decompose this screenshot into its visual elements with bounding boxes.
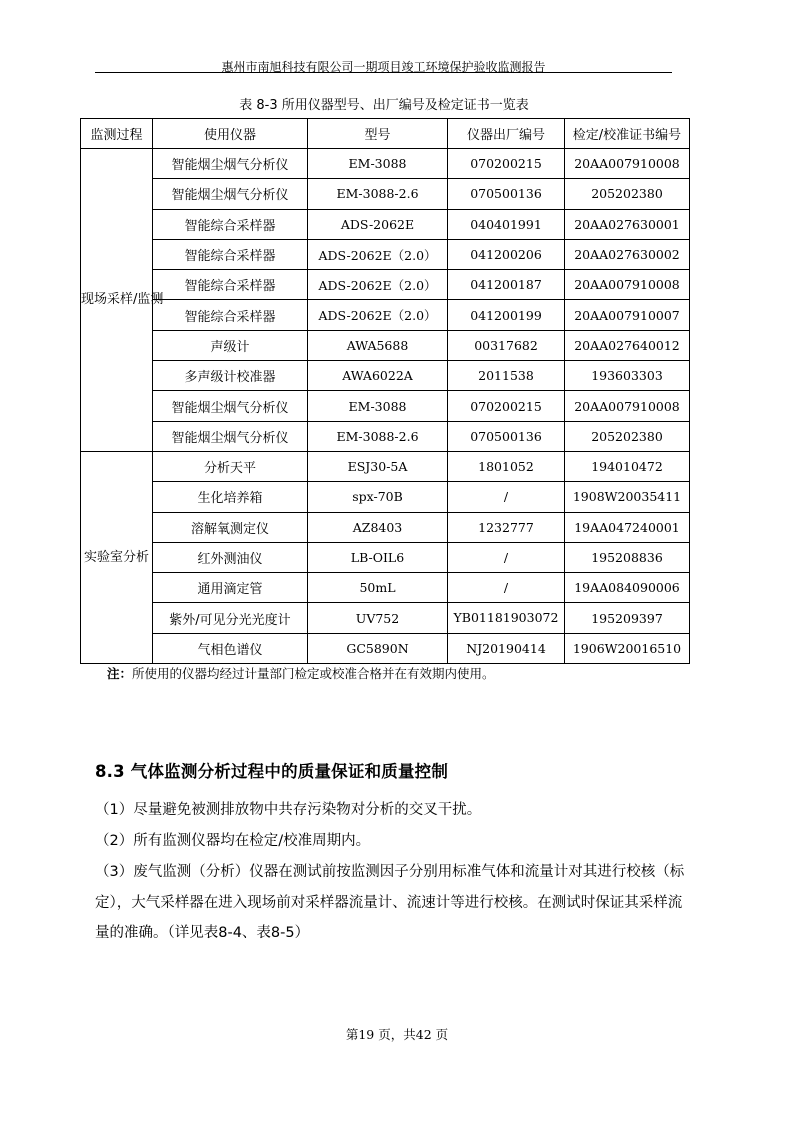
certificate-cell: 20AA007910008 [565, 391, 690, 421]
model-cell: AWA6022A [308, 361, 448, 391]
certificate-cell: 19AA047240001 [565, 512, 690, 542]
instrument-cell: 智能综合采样器 [153, 239, 308, 269]
instrument-cell: 智能综合采样器 [153, 300, 308, 330]
note-text: 所使用的仪器均经过计量部门检定或校准合格并在有效期内使用。 [132, 666, 495, 681]
certificate-cell: 195209397 [565, 603, 690, 633]
instrument-cell: 智能烟尘烟气分析仪 [153, 179, 308, 209]
instrument-cell: 紫外/可见分光光度计 [153, 603, 308, 633]
serial-cell: NJ20190414 [448, 633, 565, 663]
table-row [81, 270, 690, 300]
certificate-cell: 20AA007910008 [565, 149, 690, 179]
serial-cell: 1801052 [448, 451, 565, 481]
certificate-cell: 1906W20016510 [565, 633, 690, 663]
serial-cell: / [448, 482, 565, 512]
table-row [81, 300, 690, 330]
instrument-cell: 多声级计校准器 [153, 361, 308, 391]
instrument-table [80, 118, 690, 664]
model-cell: ADS-2062E（2.0） [308, 270, 448, 300]
instrument-cell: 智能烟尘烟气分析仪 [153, 391, 308, 421]
table-row [81, 179, 690, 209]
model-cell: spx-70B [308, 482, 448, 512]
certificate-cell: 20AA027640012 [565, 330, 690, 360]
certificate-cell: 20AA007910007 [565, 300, 690, 330]
serial-cell: 070500136 [448, 179, 565, 209]
serial-cell: 040401991 [448, 209, 565, 239]
serial-cell: 00317682 [448, 330, 565, 360]
certificate-cell: 193603303 [565, 361, 690, 391]
certificate-cell: 1908W20035411 [565, 482, 690, 512]
certificate-cell: 20AA027630002 [565, 239, 690, 269]
certificate-cell: 20AA007910008 [565, 270, 690, 300]
table-row [81, 633, 690, 663]
col-header-certificate: 检定/校准证书编号 [565, 119, 690, 149]
col-header-serial: 仪器出厂编号 [448, 119, 565, 149]
col-header-process: 监测过程 [81, 119, 153, 149]
paragraph-3: （3）废气监测（分析）仪器在测试前按监测因子分别用标准气体和流量计对其进行校核（标定），大气采样器在进入现场前对采样器流量计、流速计等进行校核。在测试时保证其采样流量的准确。（详见表8-4、表8-5） [95, 864, 685, 941]
table-row [81, 603, 690, 633]
table-header-row [81, 119, 690, 149]
table-row [81, 512, 690, 542]
col-header-instrument: 使用仪器 [153, 119, 308, 149]
certificate-cell: 19AA084090006 [565, 573, 690, 603]
page-number: 第19 页，共42 页 [345, 1027, 449, 1042]
table-note [107, 666, 495, 682]
header-rule [95, 72, 672, 73]
model-cell: ADS-2062E（2.0） [308, 300, 448, 330]
serial-cell: 070200215 [448, 391, 565, 421]
instrument-cell: 智能综合采样器 [153, 270, 308, 300]
table-row [81, 330, 690, 360]
table-row [81, 542, 690, 572]
model-cell: GC5890N [308, 633, 448, 663]
model-cell: 50mL [308, 573, 448, 603]
certificate-cell: 205202380 [565, 421, 690, 451]
table-row [81, 451, 690, 481]
instrument-cell: 生化培养箱 [153, 482, 308, 512]
paragraph-1: （1）尽量避免被测排放物中共存污染物对分析的交叉干扰。 [95, 802, 482, 818]
serial-cell: / [448, 542, 565, 572]
table-row [81, 482, 690, 512]
process-cell: 现场采样/监测 [81, 149, 153, 452]
model-cell: EM-3088-2.6 [308, 179, 448, 209]
certificate-cell: 20AA027630001 [565, 209, 690, 239]
table-row [81, 209, 690, 239]
model-cell: ADS-2062E（2.0） [308, 239, 448, 269]
serial-cell: 041200199 [448, 300, 565, 330]
table-row [81, 421, 690, 451]
model-cell: LB-OIL6 [308, 542, 448, 572]
section-heading: 8.3 气体监测分析过程中的质量保证和质量控制 [95, 762, 449, 781]
table-row [81, 239, 690, 269]
instrument-cell: 溶解氧测定仪 [153, 512, 308, 542]
instrument-cell: 智能烟尘烟气分析仪 [153, 421, 308, 451]
table-row [81, 391, 690, 421]
instrument-cell: 智能烟尘烟气分析仪 [153, 149, 308, 179]
serial-cell: 070200215 [448, 149, 565, 179]
certificate-cell: 195208836 [565, 542, 690, 572]
note-label: 注： [107, 666, 133, 681]
table-row [81, 149, 690, 179]
serial-cell: 041200187 [448, 270, 565, 300]
serial-cell: 041200206 [448, 239, 565, 269]
instrument-cell: 气相色谱仪 [153, 633, 308, 663]
instrument-cell: 声级计 [153, 330, 308, 360]
instrument-cell: 智能综合采样器 [153, 209, 308, 239]
instrument-cell: 红外测油仪 [153, 542, 308, 572]
table-row [81, 573, 690, 603]
model-cell: EM-3088 [308, 149, 448, 179]
page-header: 惠州市南旭科技有限公司一期项目竣工环境保护验收监测报告 [221, 60, 546, 74]
process-cell: 实验室分析 [81, 451, 153, 663]
serial-cell: YB01181903072 [448, 603, 565, 633]
model-cell: EM-3088-2.6 [308, 421, 448, 451]
instrument-cell: 通用滴定管 [153, 573, 308, 603]
model-cell: AWA5688 [308, 330, 448, 360]
serial-cell: 070500136 [448, 421, 565, 451]
model-cell: EM-3088 [308, 391, 448, 421]
col-header-model: 型号 [308, 119, 448, 149]
model-cell: ADS-2062E [308, 209, 448, 239]
model-cell: AZ8403 [308, 512, 448, 542]
instrument-cell: 分析天平 [153, 451, 308, 481]
model-cell: ESJ30-5A [308, 451, 448, 481]
serial-cell: 2011538 [448, 361, 565, 391]
serial-cell: / [448, 573, 565, 603]
model-cell: UV752 [308, 603, 448, 633]
table-row [81, 361, 690, 391]
certificate-cell: 205202380 [565, 179, 690, 209]
serial-cell: 1232777 [448, 512, 565, 542]
table-caption: 表 8-3 所用仪器型号、出厂编号及检定证书一览表 [239, 98, 529, 113]
certificate-cell: 194010472 [565, 451, 690, 481]
paragraph-2: （2）所有监测仪器均在检定/校准周期内。 [95, 833, 371, 849]
